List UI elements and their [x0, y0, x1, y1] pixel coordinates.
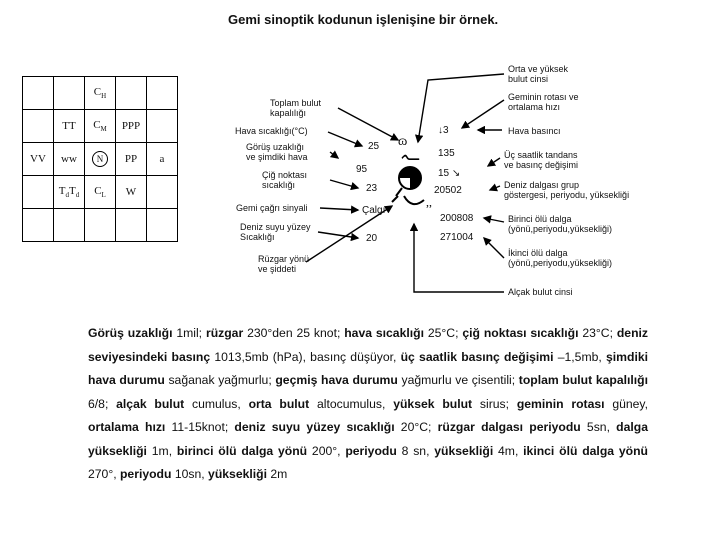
label-sea-temp: Deniz suyu yüzey Sıcaklığı [240, 222, 311, 242]
station-circle: N [92, 151, 108, 167]
label-ship-course: Geminin rotası ve ortalama hızı [508, 92, 579, 112]
value-swell2: 271004 [440, 232, 474, 243]
value-vis: 95 [356, 164, 368, 175]
value-tendency: 15 ↘ [438, 168, 461, 179]
high-cloud-symbol-icon: ɷ [398, 134, 408, 149]
past-weather-icon: ,, [426, 195, 432, 209]
value-pressure: 135 [438, 148, 455, 159]
grid-ppp: PPP [116, 110, 147, 143]
value-temp: 25 [368, 141, 380, 152]
example-text: Görüş uzaklığı 1mil; rüzgar 230°den 25 knot; hava sıcaklığı 25°C; çiğ noktası sıcaklığı 23°C; deniz seviyesindeki basınç 1013,5mb (hPa), basınç düşüyor, üç saatlik basınç değişimi –1,5mb, şimdiki hava durumu sağanak yağmurlu; geçmiş hava durumu yağmurlu ve çisentili; toplam bulut kapalılığı 6/8; alçak bulut cumulus, orta bulut altocumulus, yüksek bulut sirus; geminin rotası güney, ortalama hızı 11-15knot; deniz suyu yüzey sıcaklığı 20°C; rüzgar dalgası periyodu 5sn, dalga yüksekliği 1m, birinci ölü dalga yönü 200°, periyodu 8 sn, yüksekliği 4m, ikinci ölü dalga yönü 270°, periyodu 10sn, yüksekliği 2m [88, 326, 649, 481]
grid-pp: PP [116, 143, 147, 176]
label-mid-high-cloud: Orta ve yüksek bulut cinsi [508, 64, 569, 84]
station-model-symbol [392, 134, 432, 209]
grid-cl: $C_L$ [85, 176, 116, 209]
label-pressure: Hava basıncı [508, 126, 561, 136]
grid-cm: $C_M$ [85, 110, 116, 143]
grid-ww: ww [54, 143, 85, 176]
label-total-cloud: Toplam bulut kapalılığı [270, 98, 322, 118]
value-wave: 20502 [434, 185, 462, 196]
label-air-temp: Hava sıcaklığı(°C) [235, 126, 308, 136]
label-dew-point: Çiğ noktası sıcaklığı [262, 170, 308, 190]
label-wave-group: Deniz dalgası grup göstergesi, periyodu, yüksekliği [504, 180, 630, 200]
grid-a: a [147, 143, 178, 176]
figure-title: Gemi sinoptik kodunun işlenişine bir örnek. [228, 12, 499, 27]
cloud-symbol-icon: ـہ [400, 147, 419, 164]
label-swell1: Birinci ölü dalga (yönü,periyodu,yüksekliği) [508, 214, 613, 234]
label-wind: Rüzgar yönü ve şiddeti [258, 254, 310, 274]
value-dew: 23 [366, 183, 378, 194]
example-paragraph [88, 322, 648, 487]
label-low-cloud: Alçak bulut cinsi [508, 287, 573, 297]
value-callsign: Çalgı [362, 205, 386, 216]
label-swell2: İkinci ölü dalga (yönü,periyodu,yüksekliği) [508, 248, 613, 268]
value-swell1: 200808 [440, 213, 474, 224]
grid-tdtd: $T_dT_d$ [54, 176, 85, 209]
grid-ch: $C_H$ [85, 77, 116, 110]
grid-w: W [116, 176, 147, 209]
grid-tt: TT [54, 110, 85, 143]
value-sst: 20 [366, 233, 378, 244]
label-tendency: Üç saatlik tandans ve basınç değişimi [504, 150, 579, 170]
grid-vv: VV [23, 143, 54, 176]
label-callsign: Gemi çağrı sinyali [236, 203, 308, 213]
value-course: ↓3 [438, 125, 449, 136]
label-visibility: Görüş uzaklığı ve şimdiki hava [246, 142, 308, 162]
